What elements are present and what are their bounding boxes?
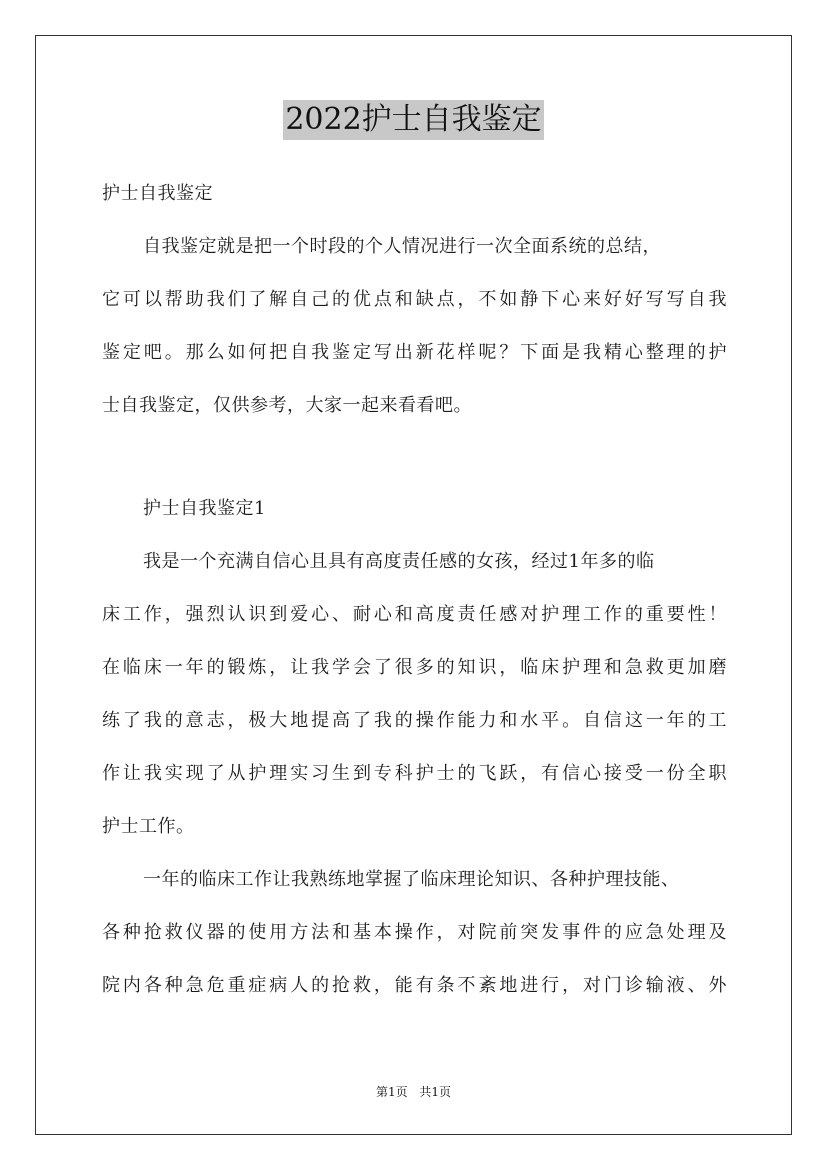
paragraph-line: 它可以帮助我们了解自己的优点和缺点，不如静下心来好好写写自我 (102, 289, 727, 310)
paragraph-line: 在临床一年的锻炼，让我学会了很多的知识，临床护理和急救更加磨 (102, 657, 727, 678)
paragraph-line: 一年的临床工作让我熟练地掌握了临床理论知识、各种护理技能、 (143, 869, 680, 890)
subsection-heading: 护士自我鉴定1 (143, 498, 266, 519)
section-heading: 护士自我鉴定 (102, 183, 213, 204)
page-number: 第1页 (375, 1085, 408, 1099)
paragraph-line: 床工作，强烈认识到爱心、耐心和高度责任感对护理工作的重要性！ (102, 604, 727, 625)
paragraph-line: 士自我鉴定，仅供参考，大家一起来看看吧。 (102, 395, 472, 416)
title-container (0, 100, 827, 140)
paragraph-gap (102, 437, 727, 487)
paragraph-line: 我是一个充满自信心且具有高度责任感的女孩，经过1年多的临 (143, 551, 655, 572)
paragraph-line: 鉴定吧。那么如何把自我鉴定写出新花样呢？下面是我精心整理的护 (102, 342, 727, 363)
document-title: 2022护士自我鉴定 (283, 100, 543, 140)
page-total: 共1页 (419, 1085, 452, 1099)
document-body (102, 172, 727, 1017)
page-footer (0, 1083, 827, 1100)
paragraph-line: 各种抢救仪器的使用方法和基本操作，对院前突发事件的应急处理及 (102, 922, 727, 943)
paragraph-line: 护士工作。 (102, 816, 195, 837)
paragraph-line: 练了我的意志，极大地提高了我的操作能力和水平。自信这一年的工 (102, 710, 727, 731)
paragraph-line: 作让我实现了从护理实习生到专科护士的飞跃，有信心接受一份全职 (102, 763, 727, 784)
paragraph-line: 院内各种急危重症病人的抢救，能有条不紊地进行，对门诊输液、外 (102, 975, 727, 996)
paragraph-line: 自我鉴定就是把一个时段的个人情况进行一次全面系统的总结， (143, 236, 661, 257)
